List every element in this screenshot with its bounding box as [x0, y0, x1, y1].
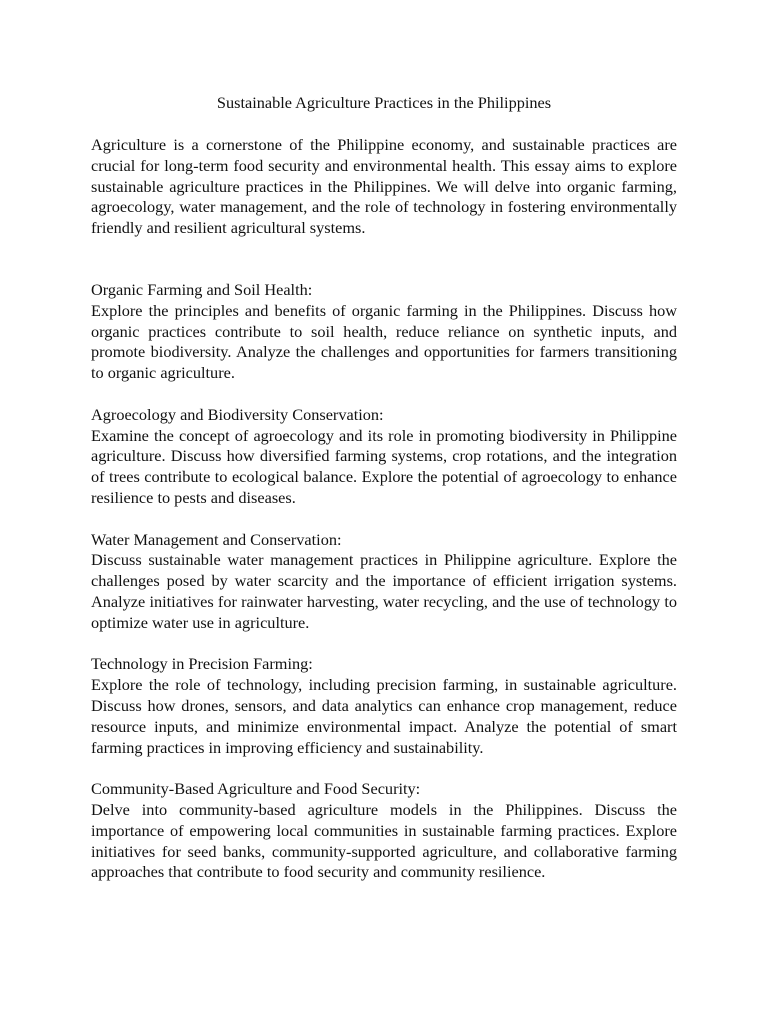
- section-body: Delve into community-based agriculture models in the Philippines. Discuss the importance of empowering local communities in sustainable farming practices. Explore initiatives for seed banks, community-supported agriculture, and collaborative farming approaches that contribute to food security and community resilience.: [91, 799, 677, 882]
- section-body: Explore the principles and benefits of organic farming in the Philippines. Discuss how organic practices contribute to soil health, reduce reliance on synthetic inputs, and promote biodiversity. Analyze the challenges and opportunities for farmers transitioning to organic agriculture.: [91, 300, 677, 383]
- section-water-management: [91, 530, 677, 634]
- intro-paragraph: Agriculture is a cornerstone of the Philippine economy, and sustainable practices are crucial for long-term food security and environmental health. This essay aims to explore sustainable agriculture practices in the Philippines. We will delve into organic farming, agroecology, water management, and the role of technology in fostering environmentally friendly and resilient agricultural systems.: [91, 135, 677, 238]
- section-body: Discuss sustainable water management practices in Philippine agriculture. Explore the challenges posed by water scarcity and the importance of efficient irrigation systems. Analyze initiatives for rainwater harvesting, water recycling, and the use of technology to optimize water use in agriculture.: [91, 550, 677, 632]
- section-community-agriculture: [91, 779, 677, 883]
- section-heading: Technology in Precision Farming:: [91, 654, 313, 674]
- section-heading: Agroecology and Biodiversity Conservation:: [91, 404, 384, 424]
- section-heading: Community-Based Agriculture and Food Security:: [91, 779, 421, 799]
- section-precision-farming: [91, 654, 677, 758]
- section-organic-farming: [91, 280, 677, 384]
- section-heading: Water Management and Conservation:: [91, 529, 342, 549]
- section-body: Explore the role of technology, including precision farming, in sustainable agriculture. Discuss how drones, sensors, and data analytics can enhance crop management, reduce resource inputs, and minimize environmental impact. Analyze the potential of smart farming practices in improving efficiency and sustainability.: [91, 675, 677, 757]
- section-body: Examine the concept of agroecology and its role in promoting biodiversity in Philippine agriculture. Discuss how diversified farming systems, crop rotations, and the integration of trees contribute to ecological balance. Explore the potential of agroecology to enhance resilience to pests and diseases.: [91, 425, 677, 507]
- section-agroecology: [91, 405, 677, 509]
- document-body: [91, 135, 677, 904]
- document-title: Sustainable Agriculture Practices in the Philippines: [216, 93, 552, 112]
- section-heading: Organic Farming and Soil Health:: [91, 279, 313, 299]
